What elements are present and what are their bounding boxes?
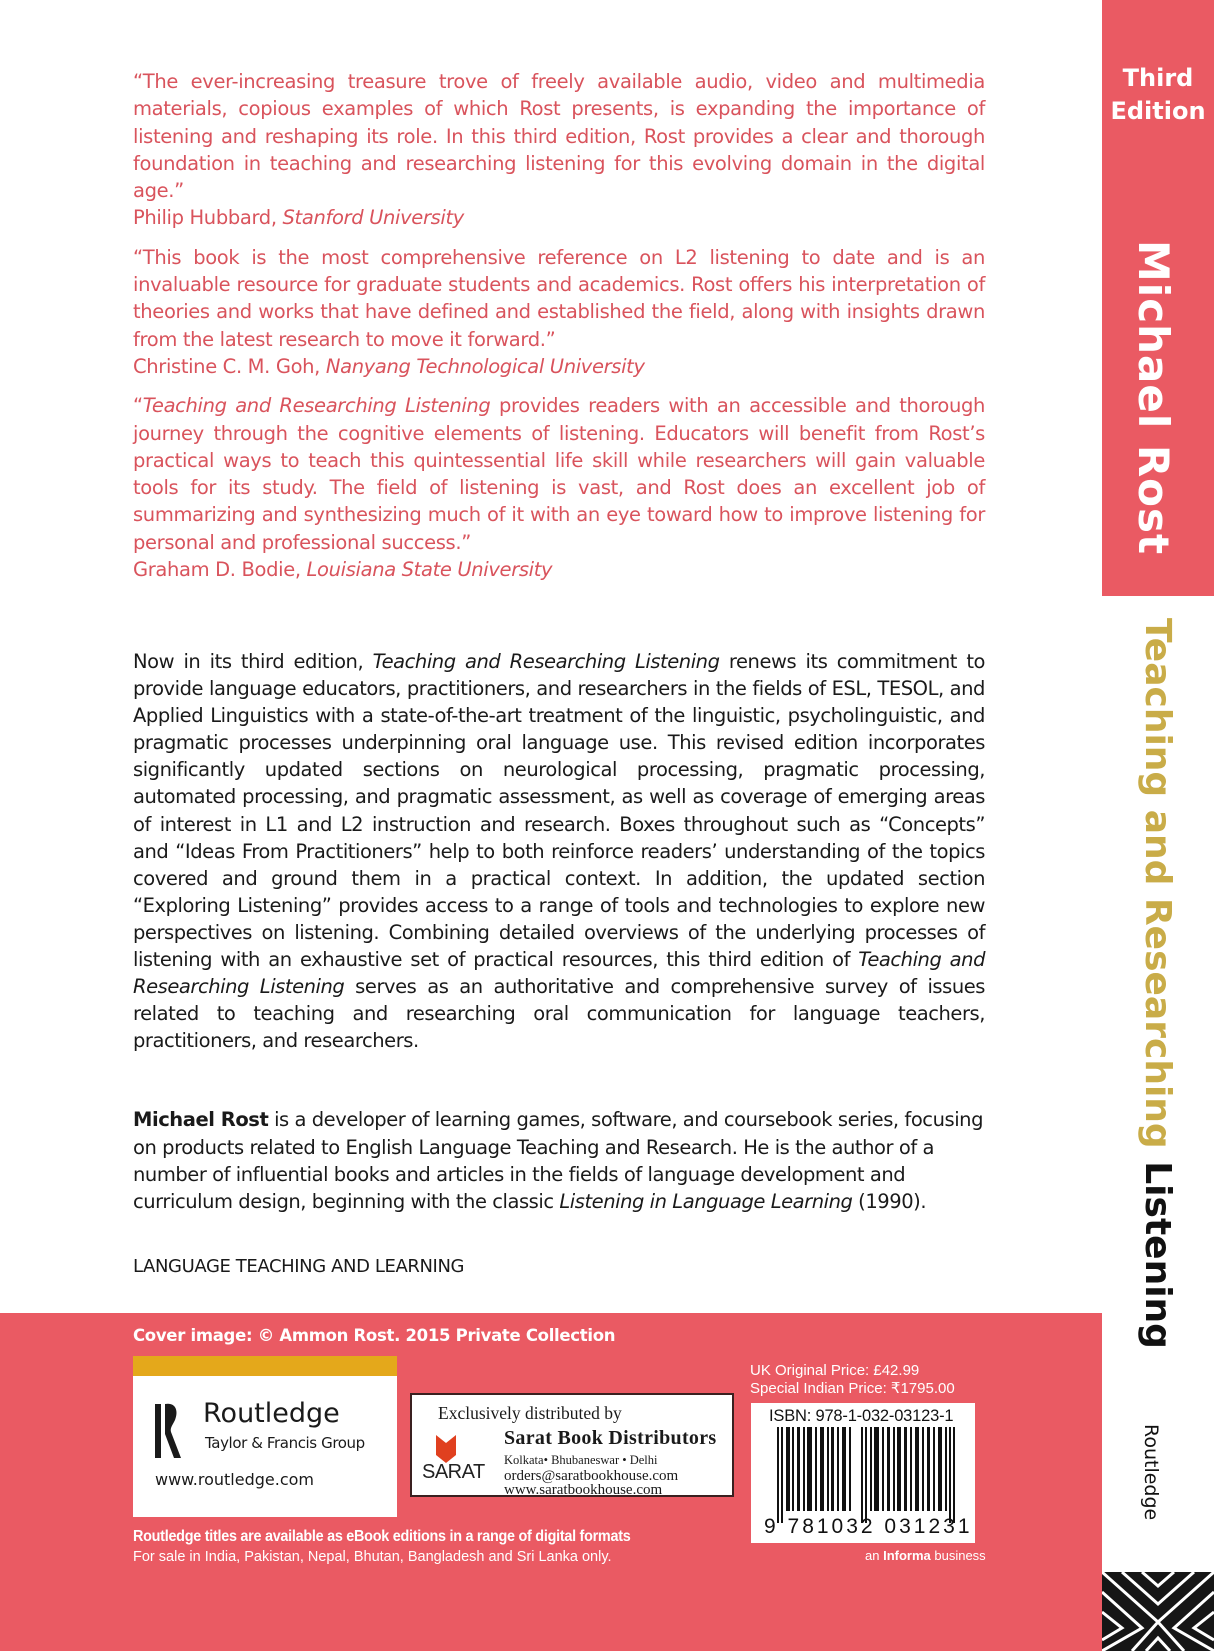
- author-bio: [133, 1106, 985, 1214]
- book-title-italic: Teaching and Researching Listening: [133, 948, 986, 999]
- ebook-note: Routledge titles are available as eBook editions in a range of digital formats: [133, 1528, 631, 1545]
- publisher-name: Routledge: [203, 1398, 340, 1429]
- edition-label: [1102, 62, 1214, 128]
- edition-line-2: Edition: [1110, 97, 1206, 125]
- informa-pre: an: [865, 1548, 884, 1563]
- series-label: LANGUAGE TEACHING AND LEARNING: [133, 1256, 465, 1277]
- spine-title: [1137, 618, 1178, 1349]
- endorser-name: Graham D. Bodie,: [133, 558, 307, 582]
- routledge-logo-icon: [155, 1400, 181, 1462]
- routledge-pattern-icon: [1102, 1572, 1214, 1651]
- endorsement-attribution: [133, 556, 985, 583]
- endorsement-1: [133, 68, 985, 232]
- barcode-box: [751, 1403, 975, 1543]
- endorser-name: Philip Hubbard,: [133, 206, 283, 230]
- spine-author: Michael Rost: [1129, 240, 1178, 556]
- sale-territory-note: For sale in India, Pakistan, Nepal, Bhutan, Bangladesh and Sri Lanka only.: [133, 1549, 612, 1565]
- indian-price: Special Indian Price: ₹1795.00: [750, 1380, 955, 1397]
- distributor-label: Exclusively distributed by: [438, 1403, 622, 1423]
- spine-title-gold: Teaching and Researching: [1137, 618, 1178, 1149]
- distributor-cities: Kolkata• Bhubaneswar • Delhi: [504, 1453, 658, 1467]
- publisher-group: Taylor & Francis Group: [205, 1434, 365, 1452]
- sarat-logo-text: SARAT: [422, 1461, 485, 1483]
- book-title-italic: Teaching and Researching Listening: [372, 650, 720, 673]
- isbn-label: ISBN: 978-1-032-03123-1: [769, 1407, 954, 1425]
- author-name: Michael Rost: [133, 1108, 269, 1132]
- informa-brand: Informa: [883, 1548, 931, 1563]
- spine-top-band: [1102, 0, 1214, 596]
- endorser-name: Christine C. M. Goh,: [133, 354, 326, 378]
- uk-price: UK Original Price: £42.99: [750, 1362, 920, 1379]
- endorsement-text: provides readers with an accessible and thorough journey through the cognitive elements of listening. Educators will benefit from Rost’s practical ways to teach this quintessential life skill while researchers will gain valuable tools for its study. The field of listening is vast, and Rost does an excellent job of summarizing and synthesizing much of it with an eye toward how to improve listening for personal and professional success.”: [133, 394, 985, 554]
- spine-publisher: Routledge: [1140, 1424, 1162, 1521]
- price-info: [750, 1362, 955, 1398]
- endorser-affiliation: Nanyang Technological University: [325, 354, 645, 378]
- book-title-italic: Teaching and Researching Listening: [142, 394, 491, 418]
- classic-book-title: Listening in Language Learning: [559, 1189, 853, 1213]
- endorsement-text: “This book is the most comprehensive reference on L2 listening to date and is an invaluable resource for graduate students and academics. Rost offers his interpretation of theories and works that have defined and established the field, along with insights drawn from the latest research to move it forward.”: [133, 245, 985, 351]
- endorser-affiliation: Stanford University: [282, 206, 464, 230]
- book-description: [133, 648, 985, 1054]
- informa-tagline: [865, 1548, 986, 1563]
- barcode-icon: [777, 1427, 955, 1523]
- cover-credit: Cover image: © Ammon Rost. 2015 Private Collection: [133, 1326, 616, 1345]
- desc-text: renews its commitment to provide language educators, practitioners, and researchers in the fields of ESL, TESOL, and Applied Linguistics with a state-of-the-art treatment of the linguistic, psycholinguistic, and pragmatic processes underpinning oral language use. This revised edition incorporates significantly updated sections on neurological processing, pragmatic processing, automated processing, and pragmatic assessment, as well as coverage of emerging areas of interest in L1 and L2 instruction and research. Boxes throughout such as “Concepts” and “Ideas From Practitioners” help to both reinforce readers’ understanding of the topics covered and ground them in a practical context. In addition, the updated section “Exploring Listening” provides access to a range of tools and technologies to explore new perspectives on listening. Combining detailed overviews of the underlying processes of listening with an exhaustive set of practical resources, this third edition of: [133, 650, 985, 972]
- distributor-website[interactable]: www.saratbookhouse.com: [504, 1482, 663, 1498]
- spine: [1102, 0, 1214, 1651]
- desc-text: serves as an authoritative and comprehensive survey of issues related to teaching and researching oral communication for language teachers, practitioners, and researchers.: [133, 975, 985, 1053]
- distributor-box: [410, 1393, 734, 1497]
- desc-text: Now in its third edition,: [133, 650, 373, 673]
- publisher-url[interactable]: www.routledge.com: [155, 1470, 315, 1489]
- accent-strip: [133, 1356, 397, 1376]
- sarat-logo: [422, 1433, 485, 1489]
- quote-mark: “: [133, 394, 143, 418]
- endorsements: [133, 68, 985, 595]
- distributor-name: Sarat Book Distributors: [504, 1427, 717, 1449]
- endorsement-attribution: [133, 353, 985, 380]
- endorsement-text: “The ever-increasing treasure trove of freely available audio, video and multimedia materials, copious examples of which Rost presents, is expanding the importance of listening and reshaping its role. In this third edition, Rost provides a clear and thorough foundation in teaching and researching listening for this evolving domain in the digital age.”: [133, 70, 985, 203]
- endorsement-2: [133, 244, 985, 380]
- barcode-digits: 9 781032 031231: [764, 1515, 973, 1538]
- edition-line-1: Third: [1122, 64, 1194, 92]
- bio-text: (1990).: [852, 1189, 927, 1213]
- sarat-book-icon: [422, 1433, 470, 1463]
- endorser-affiliation: Louisiana State University: [306, 558, 553, 582]
- endorsement-attribution: [133, 204, 985, 231]
- bio-text: is a developer of learning games, software, and coursebook series, focusing on products related to English Language Teaching and Research. He is the author of a number of influential books and articles in the fields of language development and curriculum design, beginning with the classic: [133, 1108, 983, 1213]
- spine-title-black: Listening: [1137, 1161, 1178, 1349]
- distributor-email[interactable]: orders@saratbookhouse.com: [504, 1468, 679, 1484]
- endorsement-3: [133, 392, 985, 583]
- informa-post: business: [930, 1548, 986, 1563]
- book-description-section: [133, 648, 985, 1215]
- routledge-logo-box: [133, 1356, 397, 1517]
